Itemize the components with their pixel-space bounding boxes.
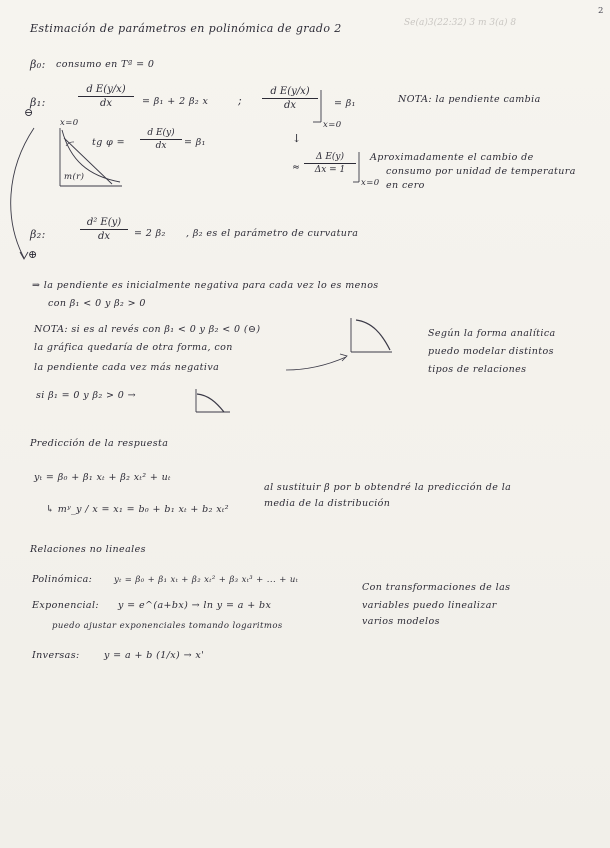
prediccion-heading: Predicción de la respuesta [30, 438, 169, 449]
page-title: Estimación de parámetros en polinómica de grado 2 [30, 22, 342, 35]
small-convex-graph [196, 389, 230, 412]
beta2-fraction: $\frac{\text{d² E(y)}}{dx}$ [80, 217, 128, 242]
prediccion-text-1: al sustituir β por b obtendré la predicción de la [264, 482, 512, 493]
beta1-nota: NOTA: la pendiente cambia [398, 94, 541, 105]
beta1-eval-point: x=0 [323, 120, 342, 130]
inv-label: Inversas: [32, 650, 80, 661]
graph-x0-label: x=0 [60, 118, 79, 128]
beta1-expression: = β₁ + 2 β₂ x [142, 96, 209, 107]
page-number: 2 [598, 6, 604, 16]
concave-graph [351, 318, 392, 352]
relaciones-side-2: variables puedo linealizar [362, 600, 497, 611]
nota2-line-3: la pendiente cada vez más negativa [34, 362, 220, 373]
approx-sign: ≈ [292, 162, 301, 173]
tangent-fraction: $\frac{\text{d E(y)}}{dx}$ [140, 128, 182, 151]
beta2-expression: = 2 β₂ [134, 228, 166, 239]
plus-marker: ⊕ [28, 248, 38, 261]
beta1-label: β₁: [30, 96, 46, 109]
separator: ; [238, 94, 243, 107]
beta1-fraction-2: $\frac{\text{d E(y/x)}}{dx}$ [262, 86, 318, 111]
approx-fraction: $\frac{\text{Δ E(y)}}{\Delta x = 1}$ [304, 152, 356, 175]
beta0-text: consumo en Tª = 0 [56, 59, 155, 70]
nota2-line-2: la gráfica quedaría de otra forma, con [34, 342, 233, 353]
relaciones-side-1: Con transformaciones de las [362, 582, 511, 593]
tangent-expr: tg φ = [92, 137, 125, 148]
nota2-line-1: NOTA: si es al revés con β₁ < 0 y β₂ < 0 (⊖) [34, 324, 261, 335]
beta1-result: = β₁ [334, 98, 356, 109]
prediccion-text-2: media de la distribución [264, 498, 391, 509]
relaciones-heading: Relaciones no lineales [30, 544, 146, 555]
nota2-side-2: puedo modelar distintos [428, 346, 554, 357]
poli-label: Polinómica: [32, 574, 93, 585]
approx-eval-point: x=0 [361, 178, 380, 188]
minus-marker: ⊖ [24, 106, 34, 119]
down-arrow: ↓ [292, 132, 302, 145]
beta1-fraction-1: $\frac{\text{d E(y/x)}}{dx}$ [78, 84, 134, 109]
pendiente-line-2: con β₁ < 0 y β₂ > 0 [48, 298, 146, 309]
pendiente-line-1: ⇒ la pendiente es inicialmente negativa para cada vez lo es menos [32, 280, 379, 291]
expo-note: puedo ajustar exponenciales tomando logaritmos [52, 621, 283, 631]
nota2-side-1: Según la forma analítica [428, 328, 556, 339]
approx-text-3: en cero [386, 180, 425, 191]
graph-m-label: m(r) [64, 172, 85, 182]
beta0-label: β₀: [30, 58, 46, 71]
expo-label: Exponencial: [32, 600, 100, 611]
relaciones-side-3: varios modelos [362, 616, 440, 627]
tangent-result: = β₁ [184, 137, 206, 148]
prediccion-eq-1: yₜ = β₀ + β₁ xₜ + β₂ xₜ² + uₜ [34, 472, 171, 483]
poli-equation: yₜ = β₀ + β₁ xₜ + β₂ xₜ² + β₃ xₜ³ + ... + uₜ [114, 575, 299, 585]
nota2-si-line: si β₁ = 0 y β₂ > 0 → [36, 390, 137, 401]
nota2-side-3: tipos de relaciones [428, 364, 527, 375]
prediccion-eq-2: ↳ mʸ_y / x = x₁ = b₀ + b₁ xₜ + b₂ xₜ² [46, 504, 229, 515]
faint-bleed-text: Se(a)3(22:32) 3 m 3(a) 8 [404, 18, 517, 28]
inv-equation: y = a + b (1/x) → x' [104, 650, 205, 661]
beta2-label: β₂: [30, 228, 46, 241]
expo-equation: y = e^(a+bx) → ln y = a + bx [118, 600, 272, 611]
beta2-text: , β₂ es el parámetro de curvatura [186, 228, 359, 239]
approx-text-2: consumo por unidad de temperatura [386, 166, 576, 177]
approx-text-1: Aproximadamente el cambio de [370, 152, 534, 163]
